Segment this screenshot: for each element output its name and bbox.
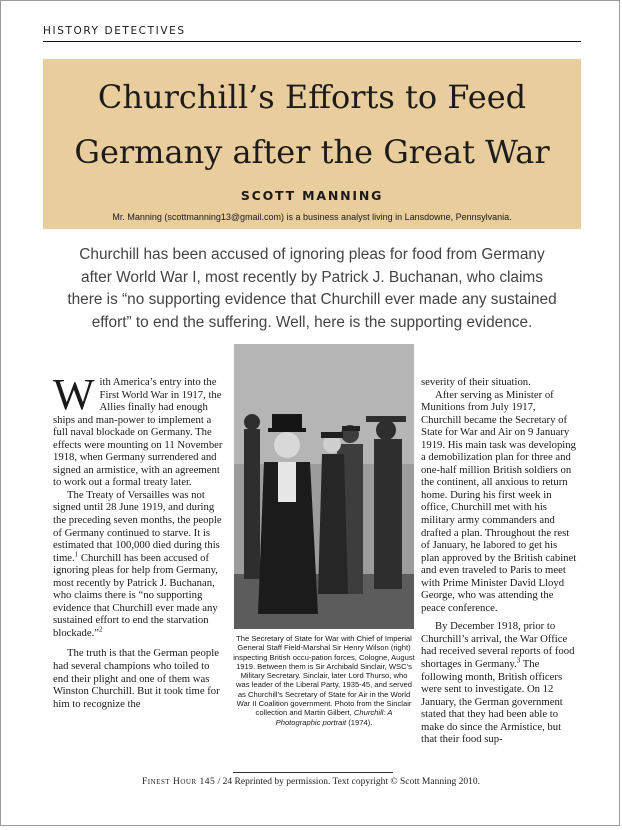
paragraph: The truth is that the German people had several champions who toiled to end their plight and one of them was Winston Churchill. But it took time for him to recognize the	[53, 647, 220, 710]
paragraph: By December 1918, prior to Churchill’s arrival, the War Office had received several reports of food shortages in Germany.$^3$ The following month, British officers were sent to investigate. On 12 January, the German government stated that they had been able to make do since the Armistice, but that their food sup-	[421, 620, 575, 746]
column-right	[421, 376, 577, 746]
copyright-note: Reprinted by permission. Text copyright © Scott Manning 2010.	[234, 777, 480, 787]
magazine-name: Finest Hour 145	[142, 777, 216, 787]
title-line-2: Germany after the Great War	[74, 133, 550, 171]
footnote-ref: 3	[516, 656, 521, 665]
page-number: / 24	[215, 777, 235, 787]
standfirst: Churchill has been accused of ignoring pleas for food from Germany after World War I, most recently by Patrick J. Buchanan, who claims there is “no supporting evidence that Churchill ever made any sustained effort” to end the suffering. Well, here is the supporting evidence.	[67, 246, 557, 331]
column-left	[53, 370, 223, 710]
footnote-ref: 2	[99, 625, 103, 634]
paragraph: severity of their situation.	[421, 376, 531, 388]
article-title	[43, 70, 581, 180]
footer-rule	[233, 772, 393, 773]
paragraph: After serving as Minister of Munitions from July 1917, Churchill became the Secretary of State for War and Air on 9 January 1919. His main task was developing a demobilization plan for three and one-half million British soldiers on the continent, all anxious to return home. During his first week in office, Churchill met with his military army commanders and drafted a plan. Throughout the rest of January, he labored to get his plan approved by the British cabinet and even traveled to Paris to meet with Prime Minister David Lloyd George, who was attending the peace conference.	[421, 388, 577, 614]
page-footer	[1, 777, 621, 787]
photo-illustration	[234, 344, 414, 629]
book-title: Churchill: A Photographic portrait	[275, 708, 393, 727]
historical-photo	[234, 344, 414, 629]
paragraph: The Treaty of Versailles was not signed until 28 June 1919, and during the preceding seven months, the people of Germany continued to starve. It is estimated that 100,000 died during this time.$^1$ Churchill has been accused of ignoring pleas for help from Germany, most recently by Patrick J. Buchanan, who claims there is “no supporting evidence that Churchill ever made any sustained effort to end the starvation blockade.”$^2$	[53, 488, 222, 639]
footnote-ref: 1	[74, 550, 79, 559]
title-banner	[43, 59, 581, 229]
author-bio: Mr. Manning (scottmanning13@gmail.com) is a business analyst living in Lansdowne, Pennsylvania.	[112, 212, 512, 222]
photo-caption: The Secretary of State for War with Chief of Imperial General Staff Field-Marshal Sir Henry Wilson (right) inspecting British occu-pation forces, Cologne, August 1919. Between them is Sir Archibald Sinclair, WSC’s Military Secretary. Sinclair, later Lord Thurso, who was leader of the Liberal Party, 1935-45, and served as Churchill’s Secretary of State for Air in the World War II Coalition government. Photo from the Sinclair collection and Martin Gilbert, Churchill: A Photographic portrait (1974).	[233, 634, 415, 727]
drop-cap: W	[53, 370, 95, 419]
title-line-1: Churchill’s Efforts to Feed	[97, 78, 527, 116]
author-name: SCOTT MANNING	[240, 188, 384, 203]
section-label: HISTORY DETECTIVES	[43, 25, 186, 37]
top-rule	[43, 41, 581, 42]
paragraph: With America’s entry into the First World War in 1917, the Allies finally had enough ships and man-power to implement a full naval blockade on Germany. The effects were mounting on 11 November 1918, when Germany surrendered and signed an armistice, with an agreement to work out a formal treaty later.	[53, 370, 223, 489]
